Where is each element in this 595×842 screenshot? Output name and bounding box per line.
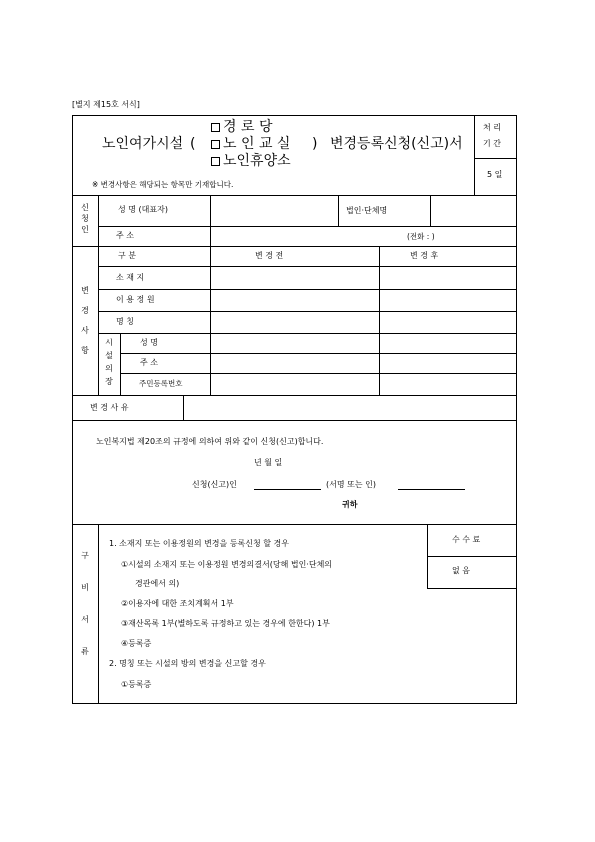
doc-item: 2. 명칭 또는 시설의 방의 변경을 신고할 경우 — [109, 659, 266, 668]
note-text: ※ 변경사항은 해당되는 항목만 기재합니다. — [92, 180, 234, 189]
title-right: 변경등록신청(신고)서 — [330, 136, 463, 152]
title-option-1: 경 로 당 — [211, 120, 272, 134]
doc-item: ①시설의 소재지 또는 이용정원 변경의결서(당해 법인·단체의 — [121, 560, 333, 569]
form-frame — [72, 115, 517, 704]
sign-note: (서명 또는 인) — [326, 480, 376, 489]
checkbox-icon — [211, 157, 220, 166]
applicant-sign-line — [254, 489, 321, 490]
title-paren-open: ( — [190, 136, 196, 152]
seal-line — [398, 489, 465, 490]
title-paren-close: ) — [312, 136, 318, 152]
fee-value: 없 음 — [452, 566, 470, 575]
doc-item: ②이용자에 대한 조치계획서 1부 — [121, 599, 234, 608]
title-left: 노인여가시설 — [102, 136, 184, 152]
form-number-label: [별지 제15호 서식] — [72, 100, 140, 109]
processing-label-2: 기 간 — [483, 139, 501, 148]
doc-item: ①등록증 — [121, 680, 152, 689]
doc-item: ③재산목록 1부(별하도록 규정하고 있는 경우에 한한다) 1부 — [121, 619, 330, 628]
col-before: 변 경 전 — [255, 251, 284, 260]
declaration-statement: 노인복지법 제20조의 규정에 의하여 위와 같이 신청(신고)합니다. — [96, 437, 324, 446]
row-capacity: 이 용 정 원 — [116, 295, 155, 304]
checkbox-icon — [211, 123, 220, 132]
head-id-label: 주민등록번호 — [139, 379, 183, 388]
head-name-label: 성 명 — [140, 338, 158, 347]
row-location: 소 재 지 — [116, 273, 145, 282]
reason-label: 변 경 사 유 — [90, 403, 129, 412]
title-option-2: 노 인 교 실 — [211, 137, 290, 151]
documents-section-label: 구 비 서 류 — [81, 551, 89, 656]
head-address-label: 주 소 — [140, 358, 158, 367]
changes-section-label: 변 경 사 항 — [81, 286, 89, 355]
phone-field: (전화 : ) — [407, 232, 435, 241]
name-label: 성 명 (대표자) — [118, 205, 168, 214]
fee-label: 수 수 료 — [452, 535, 481, 544]
processing-days: 5 일 — [487, 170, 503, 179]
org-label: 법인·단체명 — [346, 206, 388, 215]
checkbox-icon — [211, 140, 220, 149]
applicant-section-label: 신 청 인 — [81, 203, 89, 234]
address-label: 주 소 — [116, 231, 134, 240]
processing-label-1: 처 리 — [483, 123, 501, 132]
applicant-sign-label: 신청(신고)인 — [192, 480, 237, 489]
row-name: 명 칭 — [116, 317, 134, 326]
facility-head-label: 시 설 의 장 — [105, 338, 113, 386]
col-category: 구 분 — [118, 251, 136, 260]
title-option-3: 노인휴양소 — [211, 154, 291, 168]
doc-item: 경관에서 의) — [135, 579, 180, 588]
doc-item: ④등록증 — [121, 639, 152, 648]
col-after: 변 경 후 — [410, 251, 439, 260]
declaration-date: 년 월 일 — [254, 458, 283, 467]
doc-item: 1. 소재지 또는 이용정원의 변경을 등록신청 할 경우 — [109, 539, 289, 548]
addressee: 귀하 — [342, 500, 358, 509]
